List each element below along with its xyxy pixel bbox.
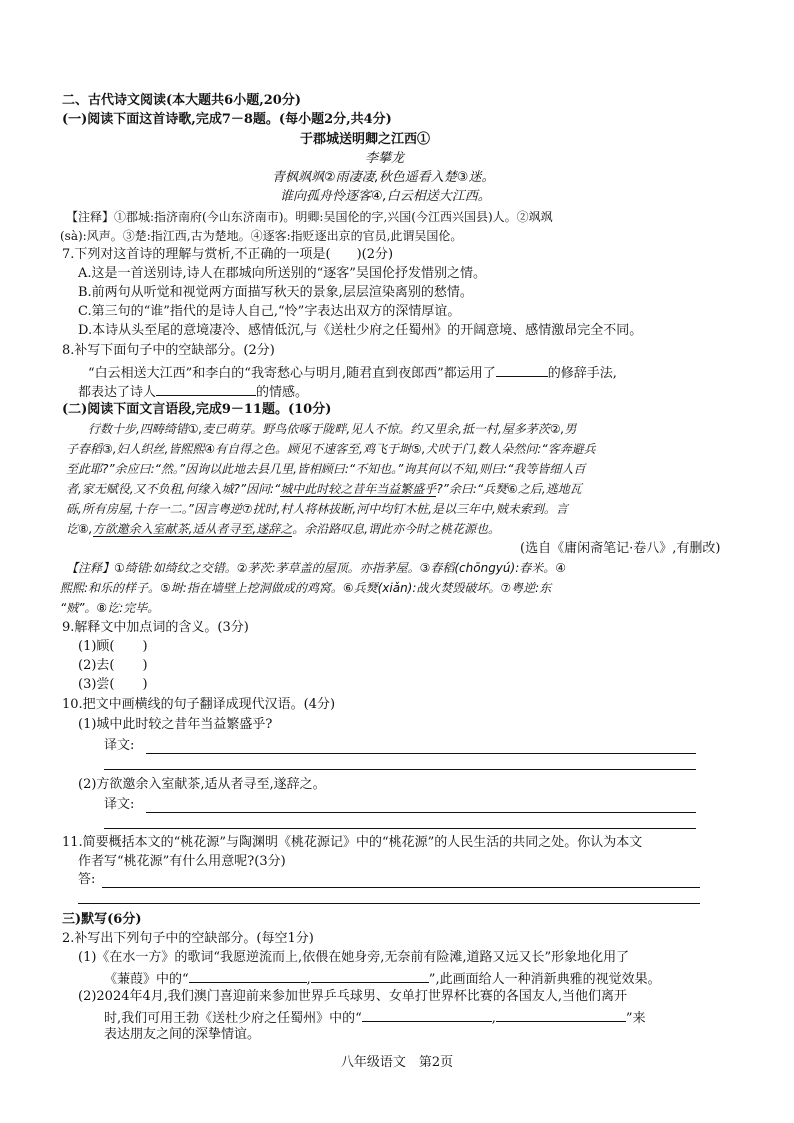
q10-item-1: (1)城中此时较之昔年当益繁盛乎? [78,717,273,732]
prose-line-6a: 讫⑧, [66,522,93,536]
section3-title: 三)默写(6分) [62,912,142,927]
prose-note-1: 【注释】①绮错:如绮纹之交错。②茅茨:茅草盖的屋顶。亦指茅屋。③春稻(chōngyú):春米。④ [66,561,567,575]
q10-answer-label-1: 译文: [104,738,135,753]
q9-item-2[interactable] [78,657,148,675]
q12-2-mid: , [491,1011,496,1026]
q11-answer-label: 答: [78,872,96,887]
q10-answer-line-1b[interactable] [104,769,696,770]
page-footer: 八年级语文 第2页 [340,1055,454,1070]
q8-line-2 [78,381,308,402]
q10-item-2: (2)方欲邀余入室献茶,适从者寻至,遂辞之。 [78,777,326,792]
q12-2-pre: 时,我们可用王勃《送杜少府之任蜀州》中的“ [104,1011,362,1026]
q12-2-blank-2[interactable] [496,1007,626,1022]
q8-blank-1[interactable] [496,362,548,377]
q12-2-post: ”来 [625,1011,646,1026]
q12-1-line-a: (1)《在水一方》的歌词“我愿逆流而上,依偎在她身旁,无奈前有险滩,道路又远又长”形象地化用了 [78,950,630,965]
q9-item-3-label: (3)尝( [78,677,115,692]
prose-line-4a: 者,家无赋役,又不负租,何缘入城?”因问:“ [66,482,281,496]
q8-blank-2[interactable] [156,381,256,396]
part2-heading: (二)阅读下面文言语段,完成9－11题。(10分) [62,402,332,417]
q12-2-line-b [104,1007,646,1028]
q10-answer-line-1a[interactable] [146,753,696,754]
q11-stem-1: 11.简要概括本文的“桃花源”与陶渊明《桃花源记》中的“桃花源”的人民生活的共同之处。你认为本文 [62,835,643,850]
q10-answer-label-2: 译文: [104,797,135,812]
q9-item-1-label: (1)顾( [78,639,115,654]
part1-heading: (一)阅读下面这首诗歌,完成7－8题。(每小题2分,共4分) [62,112,392,127]
q8-text-1b: 的修辞手法, [547,366,617,381]
q11-answer-line-1[interactable] [102,887,700,888]
underlined-sentence-1: 城中此时较之昔年当益繁盛乎 [280,482,437,496]
poem-author: 李攀龙 [365,151,405,166]
prose-line-1: 行数十步,四畴绮错①,麦已萌芽。野鸟依啄于陇畔,见人不惊。约又里余,抵一村,屋多茅茨②,男 [88,422,577,436]
section-title: 二、古代诗文阅读(本大题共6小题,20分) [62,93,301,108]
poem-line-1: 青枫飒飒②雨凄凄,秋色遥看入楚③迷。 [272,170,495,185]
q9-item-1[interactable] [78,638,148,656]
q10-stem: 10.把文中画横线的句子翻译成现代汉语。(4分) [62,697,336,712]
prose-note-3: “贼”。⑧讫:完毕。 [60,601,160,615]
underlined-sentence-2: 方欲邀余入室献茶,适从者寻至,遂辞之 [92,522,293,536]
q8-text-1a: “白云相送大江西”和李白的“我寄愁心与明月,随君直到夜郎西”都运用了 [88,366,496,381]
prose-line-6 [66,520,500,538]
q8-stem: 8.补写下面句子中的空缺部分。(2分) [62,343,275,358]
q8-text-2b: 的情感。 [256,385,309,400]
q8-line-1 [88,362,617,383]
q10-answer-line-2a[interactable] [146,812,696,813]
q7-option-b: B.前两句从听觉和视觉两方面描写秋天的景象,层层渲染离别的愁情。 [78,285,473,300]
q7-option-d: D.本诗从头至尾的意境凄冷、感情低沉,与《送杜少府之任蜀州》的开阔意境、感情激昂完全不同。 [78,323,643,338]
q7-option-c: C.第三句的“谁”指代的是诗人自己,“怜”字表达出双方的深情厚谊。 [78,304,461,319]
q9-item-1-close: ) [142,639,148,654]
poem-line-2: 谁向孤舟怜逐客④,白云相送大江西。 [280,189,491,204]
prose-note-2: 熙熙:和乐的样子。⑤埘:指在墙壁上挖洞做成的鸡窝。⑥兵燹(xiǎn):战火焚毁破坏。⑦粤逆:东 [60,581,552,595]
prose-line-5: 砾,所有房屋,十存一二。”因言粤逆⑦扰时,村人将林拔断,河中均钉木桩,是以三年中,贼未索到。言 [66,502,568,516]
poem-title: 于郡城送明卿之江西① [300,132,431,147]
prose-line-6b: 。余沿路叹息,谓此亦今时之桃花源也。 [292,522,501,536]
poem-note-1: 【注释】①郡城:指济南府(今山东济南市)。明卿:吴国伦的字,兴国(今江西兴国县)人。②飒飒 [66,210,553,224]
q12-stem: 2.补写出下列句子中的空缺部分。(每空1分) [62,931,314,946]
q12-2-line-c: 表达朋友之间的深挚情谊。 [104,1027,261,1042]
q12-1-blank-2[interactable] [311,968,429,983]
prose-line-4 [66,480,582,498]
q9-item-3[interactable] [78,676,148,694]
q12-1-pre: 《蒹葭》中的“ [104,972,189,987]
q11-answer-line-2[interactable] [78,903,700,904]
q12-1-post: ”,此画面给人一种消新典雅的视觉效果。 [428,972,661,987]
q9-item-2-label: (2)去( [78,658,115,673]
q12-1-mid: , [306,972,311,987]
poem-note-2: (sà):风声。③楚:指江西,古为楚地。④逐客:指贬逐出京的官员,此谓吴国伦。 [60,229,463,243]
prose-line-2: 子春稻③,妇人织丝,皆熙熙④有自得之色。顾见不速客至,鸡飞于埘⑤,犬吠于门,数人朵然问:“客奔避兵 [66,442,596,456]
q11-stem-2: 作者写“桃花源”有什么用意呢?(3分) [78,854,286,869]
prose-line-3: 至此耶?”余应曰:“然。”因询以此地去县几里,皆相顾曰:“不知也。”询其何以不知,则曰:“我等皆细人百 [66,462,586,476]
prose-line-4b: ?”余曰:“兵燹⑥之后,逃地瓦 [436,482,582,496]
q7-stem: 7.下列对这首诗的理解与赏析,不正确的一项是( )(2分) [62,247,394,262]
q10-answer-line-2b[interactable] [104,828,696,829]
q8-text-2a: 都表达了诗人 [78,385,157,400]
q9-item-2-close: ) [142,658,148,673]
q7-option-a: A.这是一首送别诗,诗人在郡城向所送别的“逐客”吴国伦抒发惜别之情。 [78,266,486,281]
q12-1-line-b [104,968,661,989]
q9-stem: 9.解释文中加点词的含义。(3分) [62,620,249,635]
q12-1-blank-1[interactable] [189,968,307,983]
q12-2-blank-1[interactable] [362,1007,492,1022]
prose-source: (选自《庸闲斋笔记·卷八》,有删改) [520,541,721,556]
q9-item-3-close: ) [142,677,148,692]
q12-2-line-a: (2)2024年4月,我们澳门喜迎前来参加世界乒乓球男、女单打世界杯比赛的各国友人,当他们离开 [78,989,628,1004]
